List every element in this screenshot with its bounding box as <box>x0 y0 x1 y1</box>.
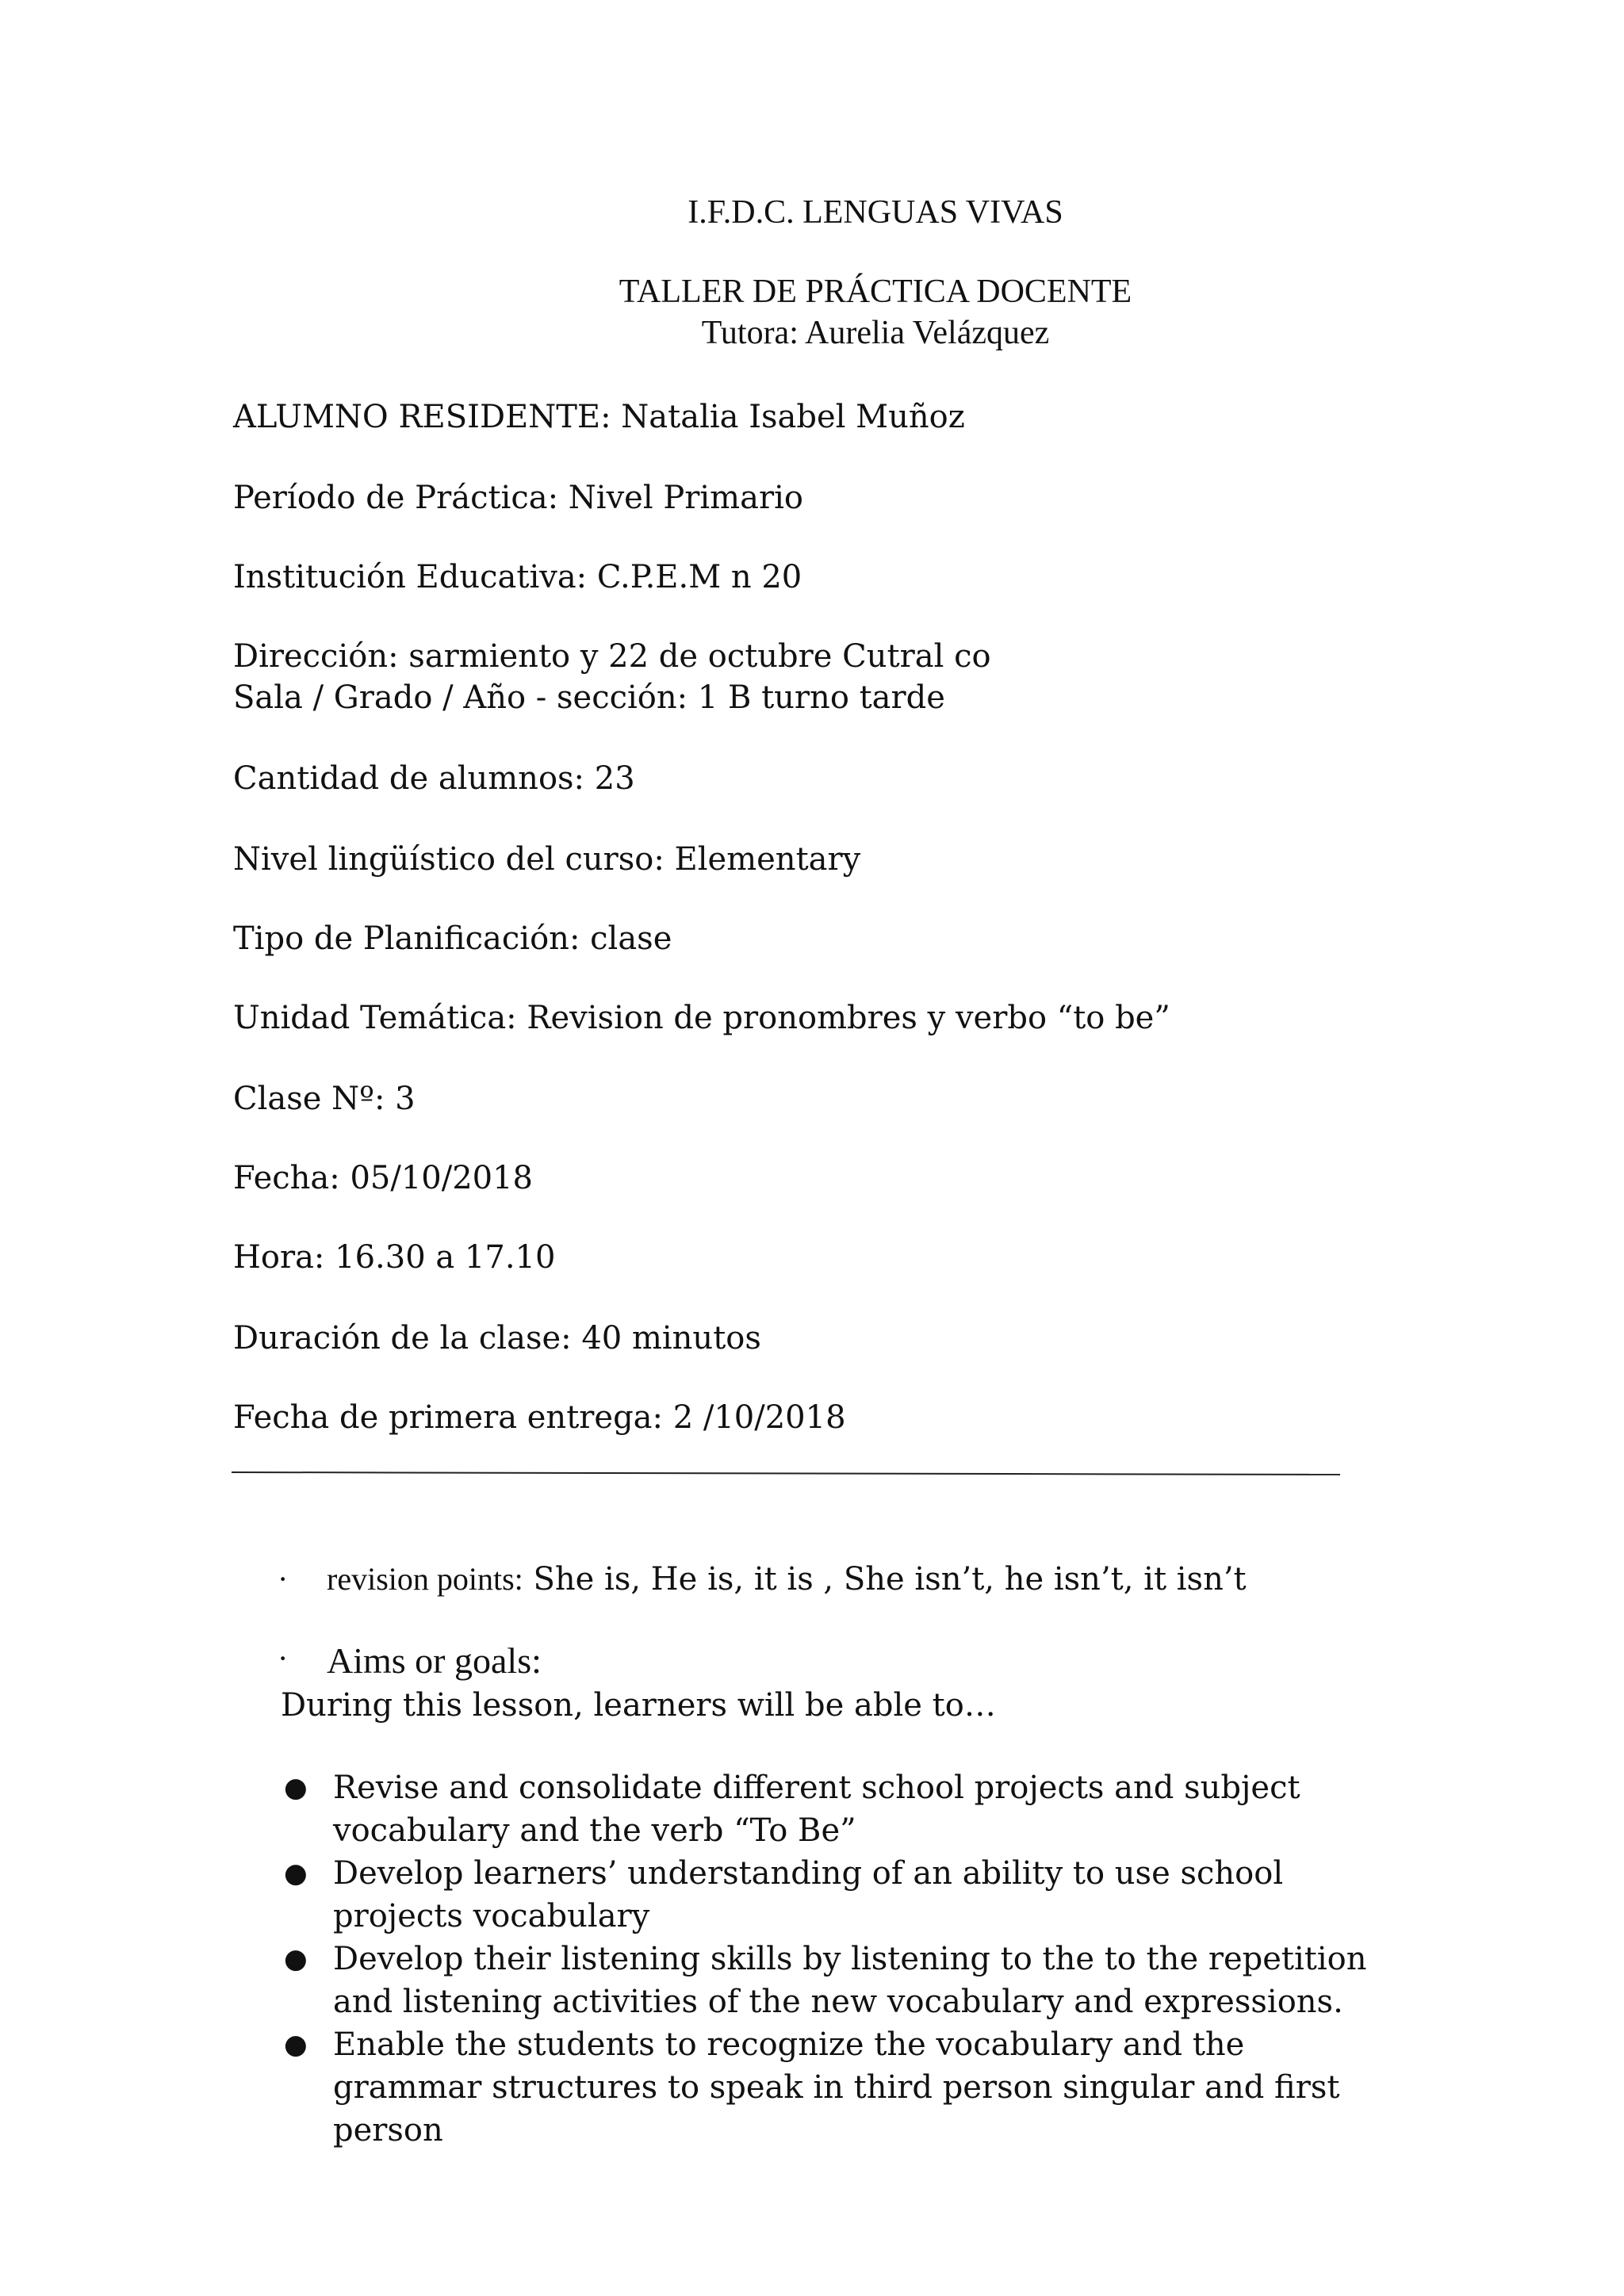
bullet-icon: ● <box>284 1772 308 1804</box>
dot-marker: · <box>278 1561 289 1597</box>
bullet-icon: ● <box>284 1943 308 1975</box>
field-students-count: Cantidad de alumnos: 23 <box>233 760 635 797</box>
goal-item <box>281 1852 1391 1938</box>
bullet-icon: ● <box>284 2029 308 2061</box>
aims-label: Aims or goals: <box>327 1640 542 1681</box>
field-student: ALUMNO RESIDENTE: Natalia Isabel Muñoz <box>233 399 965 435</box>
aims-heading <box>278 1640 542 1682</box>
field-grade: Sala / Grado / Año - sección: 1 B turno tarde <box>233 679 945 716</box>
goal-text: Enable the students to recognize the vocabulary and the grammar structures to speak in third person singular and first person <box>333 2026 1340 2149</box>
revision-label: revision points: <box>327 1561 523 1597</box>
revision-text: She is, He is, it is , She isn’t, he isn’t, it isn’t <box>523 1561 1247 1598</box>
goal-text: Develop learners’ understanding of an ability to use school projects vocabulary <box>333 1855 1284 1934</box>
revision-points <box>278 1560 1247 1598</box>
field-planning-type: Tipo de Planificación: clase <box>233 920 672 957</box>
dot-marker: · <box>278 1640 289 1676</box>
goal-item <box>281 1938 1391 2023</box>
institution-title: I.F.D.C. LENGUAS VIVAS <box>688 194 1063 231</box>
aims-intro: During this lesson, learners will be able to… <box>281 1687 996 1724</box>
field-level: Nivel lingüístico del curso: Elementary <box>233 841 861 878</box>
goals-list <box>281 1766 1391 2152</box>
field-first-delivery: Fecha de primera entrega: 2 /10/2018 <box>233 1399 846 1436</box>
field-class-number: Clase Nº: 3 <box>233 1081 416 1117</box>
bullet-icon: ● <box>284 1858 308 1889</box>
goal-item <box>281 2023 1391 2152</box>
goal-text: Revise and consolidate different school projects and subject vocabulary and the verb “To Be” <box>333 1770 1300 1849</box>
workshop-title: TALLER DE PRÁCTICA DOCENTE <box>619 274 1132 310</box>
field-duration: Duración de la clase: 40 minutos <box>233 1320 761 1357</box>
horizontal-divider <box>232 1471 1340 1475</box>
field-time: Hora: 16.30 a 17.10 <box>233 1239 556 1276</box>
tutor-name: Tutora: Aurelia Velázquez <box>701 315 1050 351</box>
field-period: Período de Práctica: Nivel Primario <box>233 480 803 516</box>
goal-item <box>281 1766 1391 1852</box>
field-address: Dirección: sarmiento y 22 de octubre Cutral co <box>233 638 991 675</box>
field-institution: Institución Educativa: C.P.E.M n 20 <box>233 559 802 595</box>
field-unit: Unidad Temática: Revision de pronombres y verbo “to be” <box>233 1000 1170 1036</box>
goal-text: Develop their listening skills by listening to the to the repetition and listening activities of the new vocabulary and expressions. <box>333 1941 1367 2020</box>
field-date: Fecha: 05/10/2018 <box>233 1160 533 1196</box>
